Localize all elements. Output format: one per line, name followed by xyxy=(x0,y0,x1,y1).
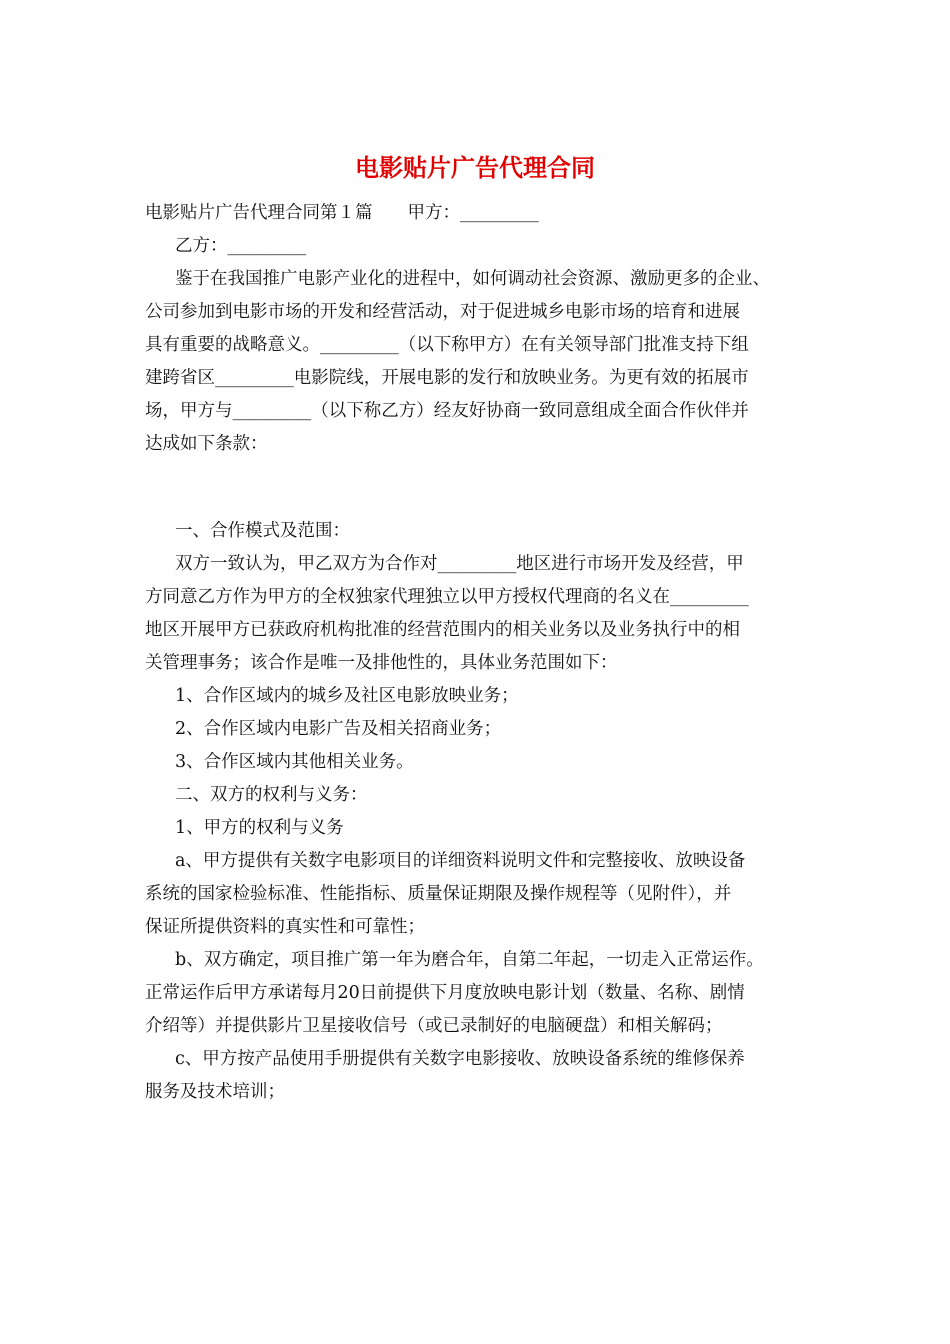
text-line: 1、合作区域内的城乡及社区电影放映业务； xyxy=(175,686,519,706)
text-line: 关管理事务；该合作是唯一及排他性的，具体业务范围如下： xyxy=(145,653,618,673)
text-line: 保证所提供资料的真实性和可靠性； xyxy=(145,917,425,937)
text-line: a、甲方提供有关数字电影项目的详细资料说明文件和完整接收、放映设备 xyxy=(175,851,746,871)
paragraph-gap xyxy=(145,461,815,515)
text-line: b、双方确定，项目推广第一年为磨合年，自第二年起，一切走入正常运作。 xyxy=(175,950,764,970)
text-line: 建跨省区_________电影院线，开展电影的发行和放映业务。为更有效的拓展市 xyxy=(145,368,749,388)
text-line: 1、甲方的权利与义务 xyxy=(175,818,344,838)
text-line: 服务及技术培训； xyxy=(145,1082,285,1102)
text-line: 二、双方的权利与义务： xyxy=(175,785,368,805)
text-line: 介绍等）并提供影片卫星接收信号（或已录制好的电脑硬盘）和相关解码； xyxy=(145,1016,723,1036)
text-line: 一、合作模式及范围： xyxy=(175,521,350,541)
text-line: 场，甲方与_________（以下称乙方）经友好协商一致同意组成全面合作伙伴并 xyxy=(145,401,749,421)
text-line: 达成如下条款： xyxy=(145,434,268,454)
text-line: 电影贴片广告代理合同第１篇 甲方：_________ xyxy=(145,203,539,223)
text-line: 公司参加到电影市场的开发和经营活动，对于促进城乡电影市场的培育和进展 xyxy=(145,302,740,322)
text-line: 2、合作区域内电影广告及相关招商业务； xyxy=(175,719,502,739)
text-line: 正常运作后甲方承诺每月20日前提供下月度放映电影计划（数量、名称、剧情 xyxy=(145,983,745,1003)
text-line: 地区开展甲方已获政府机构批准的经营范围内的相关业务以及业务执行中的相 xyxy=(145,620,740,640)
text-line: 鉴于在我国推广电影产业化的进程中，如何调动社会资源、激励更多的企业、 xyxy=(175,269,770,289)
text-line: 具有重要的战略意义。_________（以下称甲方）在有关领导部门批准支持下组 xyxy=(145,335,749,355)
text-line: 乙方：_________ xyxy=(175,236,307,256)
text-line: c、甲方按产品使用手册提供有关数字电影接收、放映设备系统的维修保养 xyxy=(175,1049,745,1069)
text-line: 系统的国家检验标准、性能指标、质量保证期限及操作规程等（见附件），并 xyxy=(145,884,732,904)
text-line: 双方一致认为，甲乙双方为合作对_________地区进行市场开发及经营，甲 xyxy=(175,554,744,574)
document-title: 电影贴片广告代理合同 xyxy=(355,153,595,182)
text-line: 方同意乙方作为甲方的全权独家代理独立以甲方授权代理商的名义在_________ xyxy=(145,587,749,607)
document-body xyxy=(145,197,815,1109)
text-line: 3、合作区域内其他相关业务。 xyxy=(175,752,414,772)
